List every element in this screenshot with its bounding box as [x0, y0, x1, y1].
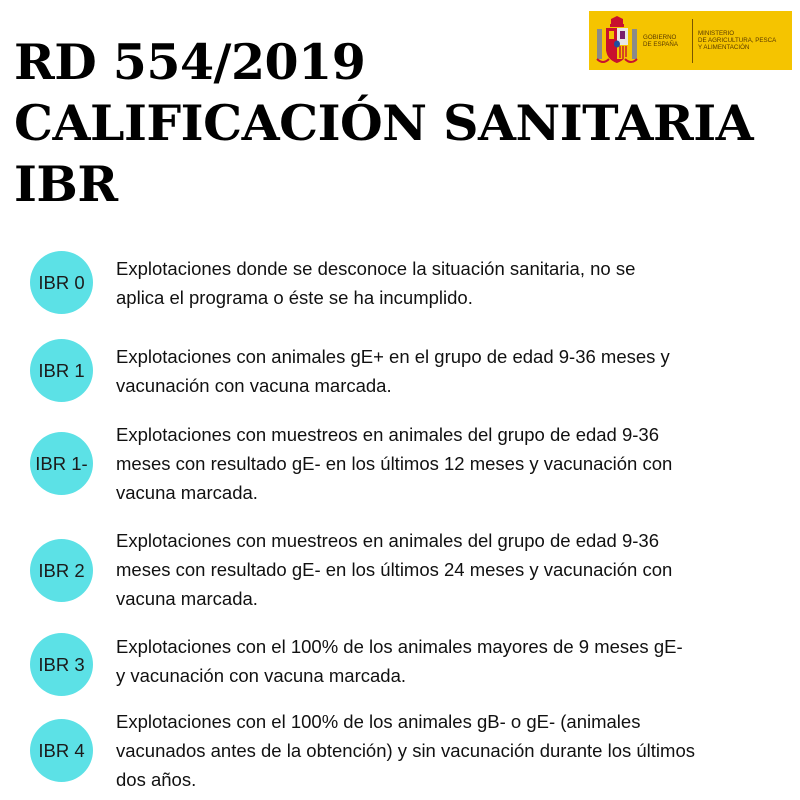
status-badge: IBR 0 [30, 251, 93, 314]
item-description: Explotaciones con animales gE+ en el grupo de edad 9-36 meses y vacunación con vacuna marcada. [116, 346, 670, 396]
status-badge: IBR 1- [30, 432, 93, 495]
item-description: Explotaciones con el 100% de los animales gB- o gE- (animales vacunados antes de la obtención) y sin vacunación durante los últimos dos años. [116, 711, 695, 790]
coat-of-arms-icon [595, 15, 639, 67]
gobierno-label: GOBIERNO DE ESPAÑA [643, 33, 678, 48]
status-badge: IBR 3 [30, 633, 93, 696]
item-description: Explotaciones con muestreos en animales del grupo de edad 9-36 meses con resultado gE- en los últimos 12 meses y vacunación con vacuna marcada. [116, 424, 673, 503]
item-description: Explotaciones donde se desconoce la situación sanitaria, no se aplica el programa o éste se ha incumplido. [116, 258, 636, 308]
item-description: Explotaciones con el 100% de los animales mayores de 9 meses gE- y vacunación con vacuna marcada. [116, 636, 683, 686]
status-badge: IBR 2 [30, 539, 93, 602]
title-line-1: RD 554/2019 [14, 33, 366, 91]
ministry-logo [589, 11, 792, 70]
status-badge: IBR 1 [30, 339, 93, 402]
title-line-2: CALIFICACIÓN SANITARIA [14, 94, 754, 152]
status-badge: IBR 4 [30, 719, 93, 782]
ministerio-label: MINISTERIO DE AGRICULTURA, PESCA Y ALIMENTACIÓN [698, 30, 777, 51]
title-line-3: IBR [14, 155, 118, 213]
item-description: Explotaciones con muestreos en animales del grupo de edad 9-36 meses con resultado gE- en los últimos 24 meses y vacunación con vacuna marcada. [116, 530, 673, 609]
logo-divider [692, 19, 693, 63]
